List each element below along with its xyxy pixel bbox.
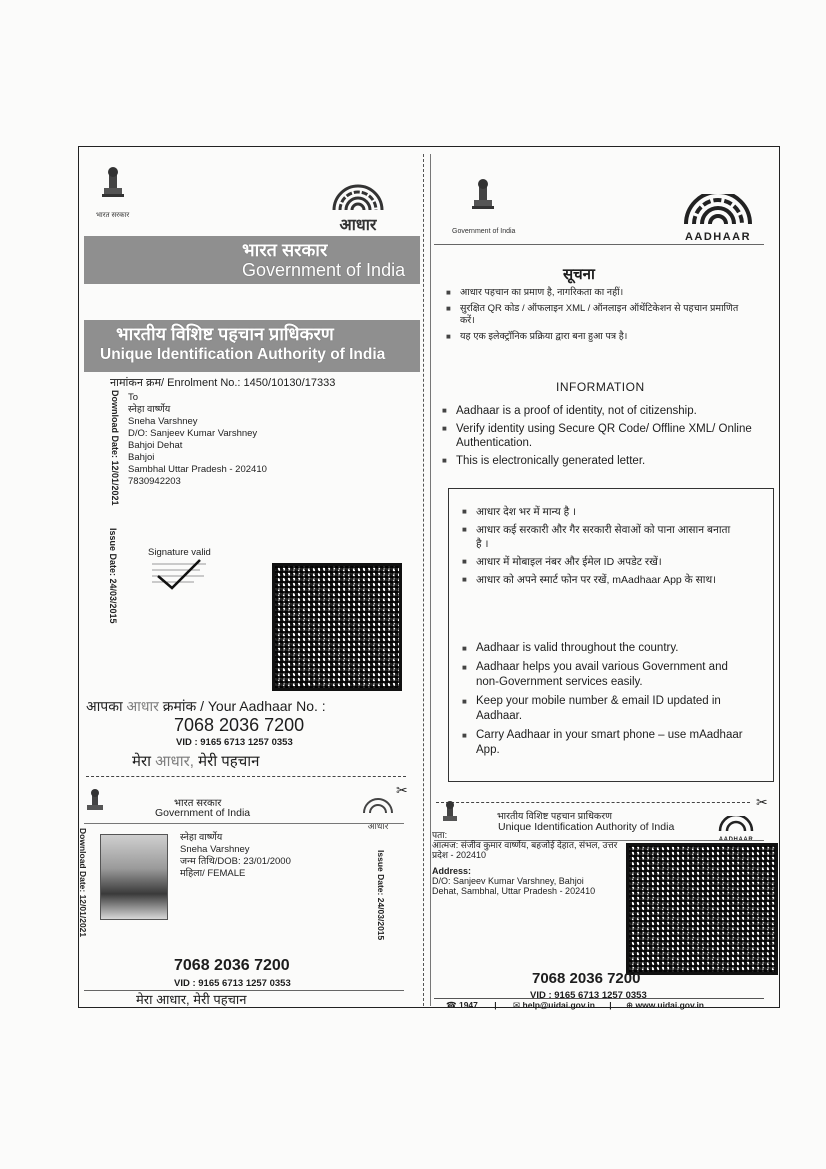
card-issue-date: Issue Date: 24/03/2015 [376, 850, 386, 941]
recipient-address: To स्नेहा वार्ष्णेय Sneha Varshney D/O: Sanjeev Kumar Varshney Bahjoi Dehat Bahjoi Sambhal Uttar Pradesh - 202410 7830942203 [128, 392, 267, 487]
aadhaar-logo: AADHAAR [678, 194, 758, 244]
phone-icon: ☎ [446, 1000, 457, 1010]
aadhaar-logo: आधार [360, 798, 396, 824]
digital-signature-stamp [150, 558, 208, 592]
aadhaar-fingerprint-icon [360, 798, 396, 814]
box-english-list [462, 641, 752, 762]
mail-icon: ✉ [513, 1000, 521, 1010]
list-item: ■ आधार को अपने स्मार्ट फोन पर रखें, mAadhaar App के साथ। [462, 573, 732, 587]
uidai-band: भारतीय विशिष्ट पहचान प्राधिकरण Unique Identification Authority of India [84, 320, 420, 372]
list-item: ■ Carry Aadhaar in your smart phone – use mAadhaar App. [462, 728, 752, 758]
list-item: ■ आधार कई सरकारी और गैर सरकारी सेवाओं को पाना आसान बनाता है । [462, 523, 732, 551]
national-emblem-icon [440, 800, 460, 826]
aadhaar-number: 7068 2036 7200 [174, 715, 305, 735]
card-uidai-hindi: भारतीय विशिष्ट पहचान प्राधिकरण [497, 811, 612, 822]
aadhaar-fingerprint-icon [716, 816, 756, 832]
cut-line [436, 802, 750, 803]
aadhaar-fingerprint-icon [328, 182, 388, 212]
enrolment-number: नामांकन क्रम/ Enrolment No.: 1450/10130/17333 [110, 377, 336, 389]
signature-label: Signature valid [148, 547, 211, 558]
holder-photo [100, 834, 168, 920]
info-list [442, 404, 772, 472]
card-aadhaar-number: 7068 2036 7200 [532, 970, 641, 987]
list-item: ■ Verify identity using Secure QR Code/ Offline XML/ Online Authentication. [442, 422, 772, 450]
emblem-caption: भारत सरकार [96, 212, 130, 219]
national-emblem-icon [84, 788, 106, 816]
national-emblem-icon [98, 166, 128, 204]
card-govt-hindi: भारत सरकार [174, 798, 222, 809]
list-item: ■ Aadhaar is valid throughout the country. [462, 641, 752, 656]
aadhaar-fingerprint-icon [678, 194, 758, 226]
card-tagline: मेरा आधार, मेरी पहचान [136, 992, 247, 1007]
suchna-heading: सूचना [563, 266, 595, 283]
hindi-notice-list [446, 287, 746, 347]
list-item: ■ This is electronically generated letter. [442, 454, 772, 468]
aadhaar-logo: आधार [328, 182, 388, 228]
card-vid: VID : 9165 6713 1257 0353 [174, 978, 291, 989]
card-uidai-en: Unique Identification Authority of India [498, 821, 675, 833]
fold-line-inner [430, 154, 431, 1006]
divider [434, 244, 764, 245]
fold-line [423, 154, 424, 1006]
scissors-icon: ✂ [756, 794, 768, 810]
globe-icon: ⊕ [626, 1000, 634, 1010]
vid-number: VID : 9165 6713 1257 0353 [176, 737, 293, 748]
list-item: ■ Keep your mobile number & email ID updated in Aadhaar. [462, 694, 752, 724]
card-vid: VID : 9165 6713 1257 0353 [530, 990, 647, 1001]
aadhaar-tagline: मेरा आधार, मेरी पहचान [132, 753, 260, 770]
secure-qr-code [272, 563, 402, 691]
card-holder-details: स्नेहा वार्ष्णेय Sneha Varshney जन्म तिथि/DOB: 23/01/2000 महिला/ FEMALE [180, 832, 291, 879]
card-aadhaar-number: 7068 2036 7200 [174, 957, 290, 974]
list-item: ■ सुरक्षित QR कोड / ऑफलाइन XML / ऑनलाइन ऑथेंटिकेशन से पहचान प्रमाणित करें। [446, 303, 746, 327]
list-item: ■ Aadhaar is a proof of identity, not of citizenship. [442, 404, 772, 418]
list-item: ■ आधार में मोबाइल नंबर और ईमेल ID अपडेट रखें। [462, 555, 732, 569]
list-item: ■ Aadhaar helps you avail various Government and non-Government services easily. [462, 660, 752, 690]
cut-line [86, 776, 406, 777]
list-item: ■ आधार देश भर में मान्य है । [462, 505, 732, 519]
national-emblem-icon [470, 178, 496, 214]
download-date: Download Date: 12/01/2021 [110, 390, 120, 506]
information-heading: INFORMATION [556, 380, 645, 394]
card-download-date: Download Date: 12/01/2021 [78, 828, 88, 938]
aadhaar-number-label: आपका आधार क्रमांक / Your Aadhaar No. : [86, 698, 326, 714]
card-address-block: पता: आत्मज: संजीव कुमार वार्ष्णेय, बहजोई देहात, संभल, उत्तर प्रदेश - 202410 Address: D/O: Sanjeev Kumar Varshney, Bahjoi Dehat, Sambhal, Uttar Pradesh - 202410 [432, 830, 618, 896]
scissors-icon: ✂ [396, 782, 408, 798]
divider [434, 998, 764, 999]
card-qr-code [626, 843, 778, 975]
footer-contact: ☎ 1947 | ✉ help@uidai.gov.in | ⊕ www.uidai.gov.in [446, 1000, 705, 1010]
card-govt-en: Government of India [155, 807, 251, 819]
aadhaar-logo: AADHAAR [716, 816, 756, 842]
emblem-caption: Government of India [452, 228, 516, 235]
list-item: ■ यह एक इलेक्ट्रॉनिक प्रक्रिया द्वारा बना हुआ पत्र है। [446, 331, 746, 343]
govt-band: भारत सरकार Government of India [84, 236, 420, 284]
divider [84, 823, 404, 824]
issue-date: Issue Date: 24/03/2015 [108, 528, 118, 624]
list-item: ■ आधार पहचान का प्रमाण है, नागरिकता का नहीं। [446, 287, 746, 299]
box-hindi-list [462, 505, 732, 591]
